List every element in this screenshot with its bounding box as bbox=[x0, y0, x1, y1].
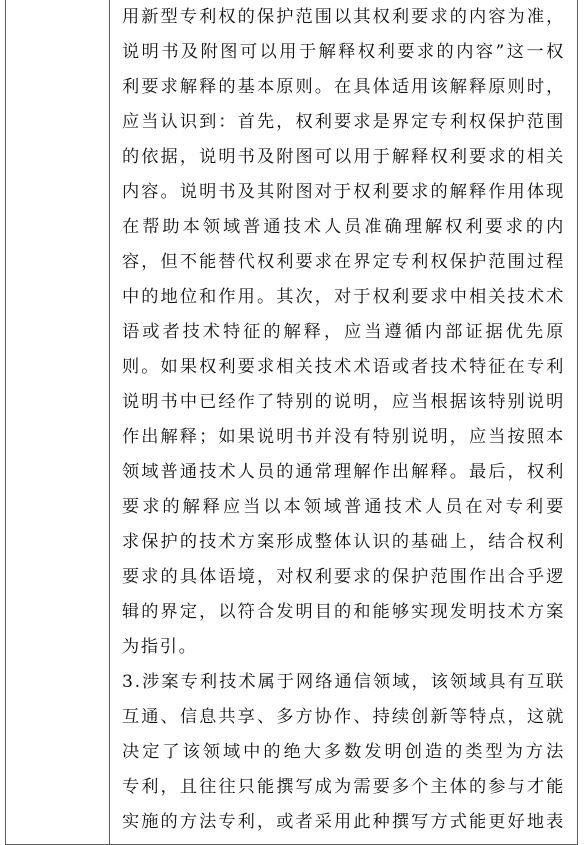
text-line: 互通、信息共享、多方协作、持续创新等特点，这就 bbox=[122, 707, 565, 727]
text-line: 内容。说明书及其附图对于权利要求的解释作用体现 bbox=[122, 182, 565, 202]
text-line: 的依据，说明书及附图可以用于解释权利要求的相关 bbox=[122, 147, 565, 167]
text-line: 实施的方法专利，或者采用此种撰写方式能更好地表 bbox=[122, 812, 565, 832]
text-line: 领域普通技术人员的通常理解作出解释。最后，权利 bbox=[122, 462, 565, 482]
text-line: 要求的解释应当以本领域普通技术人员在对专利要 bbox=[122, 497, 565, 517]
left-column-cell bbox=[6, 0, 110, 844]
text-line: 求保护的技术方案形成整体认识的基础上，结合权利 bbox=[122, 532, 565, 552]
text-content-cell bbox=[110, 0, 577, 844]
text-line: 说明书及附图可以用于解释权利要求的内容”这一权 bbox=[122, 42, 565, 62]
text-line: 专利，且往往只能撰写成为需要多个主体的参与才能 bbox=[122, 777, 565, 797]
text-line: 容，但不能替代权利要求在界定专利权保护范围过程 bbox=[122, 252, 565, 272]
text-line: 3.涉案专利技术属于网络通信领域，该领域具有互联 bbox=[122, 672, 565, 692]
text-line: 则。如果权利要求相关技术术语或者技术特征在专利 bbox=[122, 357, 565, 377]
text-line: 在帮助本领域普通技术人员准确理解权利要求的内 bbox=[122, 217, 565, 237]
text-line: 为指引。 bbox=[122, 637, 198, 657]
text-line: 决定了该领域中的绝大多数发明创造的类型为方法 bbox=[122, 742, 565, 762]
text-line: 语或者技术特征的解释，应当遵循内部证据优先原 bbox=[122, 322, 565, 342]
text-line: 中的地位和作用。其次，对于权利要求中相关技术术 bbox=[122, 287, 565, 307]
text-line: 应当认识到：首先，权利要求是界定专利权保护范围 bbox=[122, 112, 565, 132]
text-line: 要求的具体语境，对权利要求的保护范围作出合乎逻 bbox=[122, 567, 565, 587]
text-line: 辑的界定，以符合发明目的和能够实现发明技术方案 bbox=[122, 602, 565, 622]
text-line: 说明书中已经作了特别的说明，应当根据该特别说明 bbox=[122, 392, 565, 412]
document-table bbox=[5, 0, 578, 845]
text-line: 作出解释；如果说明书并没有特别说明，应当按照本 bbox=[122, 427, 565, 447]
text-line: 用新型专利权的保护范围以其权利要求的内容为准， bbox=[122, 7, 565, 27]
text-line: 利要求解释的基本原则。在具体适用该解释原则时， bbox=[122, 77, 565, 97]
